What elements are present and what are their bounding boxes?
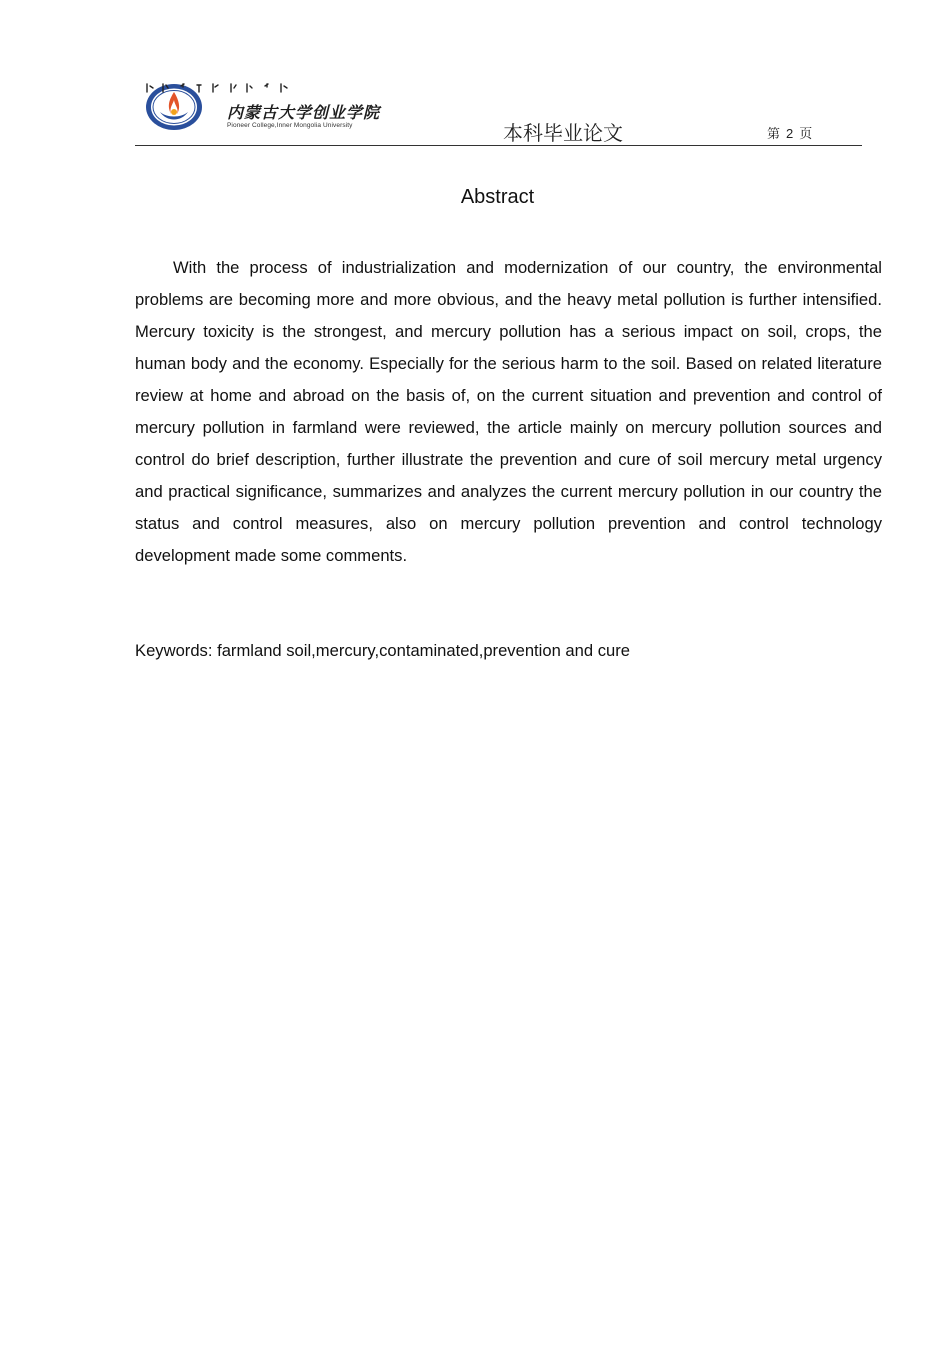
logo-chinese-name: 内蒙古大学创业学院 — [227, 103, 381, 122]
page-suffix: 页 — [799, 126, 813, 141]
page-prefix: 第 — [767, 126, 781, 141]
abstract-title: Abstract — [460, 186, 535, 208]
keywords-value: farmland soil,mercury,contaminated,prevention and cure — [217, 641, 630, 660]
header-divider — [135, 145, 862, 146]
abstract-body — [135, 252, 882, 572]
document-type-label: 本科毕业论文 — [503, 121, 623, 145]
logo-english-name: Pioneer College,Inner Mongolia University — [227, 122, 353, 129]
page-number — [767, 123, 812, 142]
page-header — [135, 78, 862, 146]
mongolian-script-icon — [145, 82, 295, 94]
college-logo — [145, 82, 385, 132]
keywords-line — [135, 635, 882, 667]
abstract-paragraph: With the process of industrialization and modernization of our country, the environmental problems are becoming more and more obvious, and the heavy metal pollution is further intensified. Mercury toxicity is the strongest, and mercury pollution has a serious impact on soil, crops, the human body and the economy. Especially for the serious harm to the soil. Based on related literature review at home and abroad on the basis of, on the current situation and prevention and control of mercury pollution in farmland were reviewed, the article mainly on mercury pollution sources and control do brief description, further illustrate the prevention and cure of soil mercury metal urgency and practical significance, summarizes and analyzes the current mercury pollution in our country the status and control measures, also on mercury pollution prevention and control technology development made some comments. — [135, 258, 882, 565]
keywords-label: Keywords: — [135, 641, 213, 660]
page-number-value: 2 — [786, 126, 794, 141]
